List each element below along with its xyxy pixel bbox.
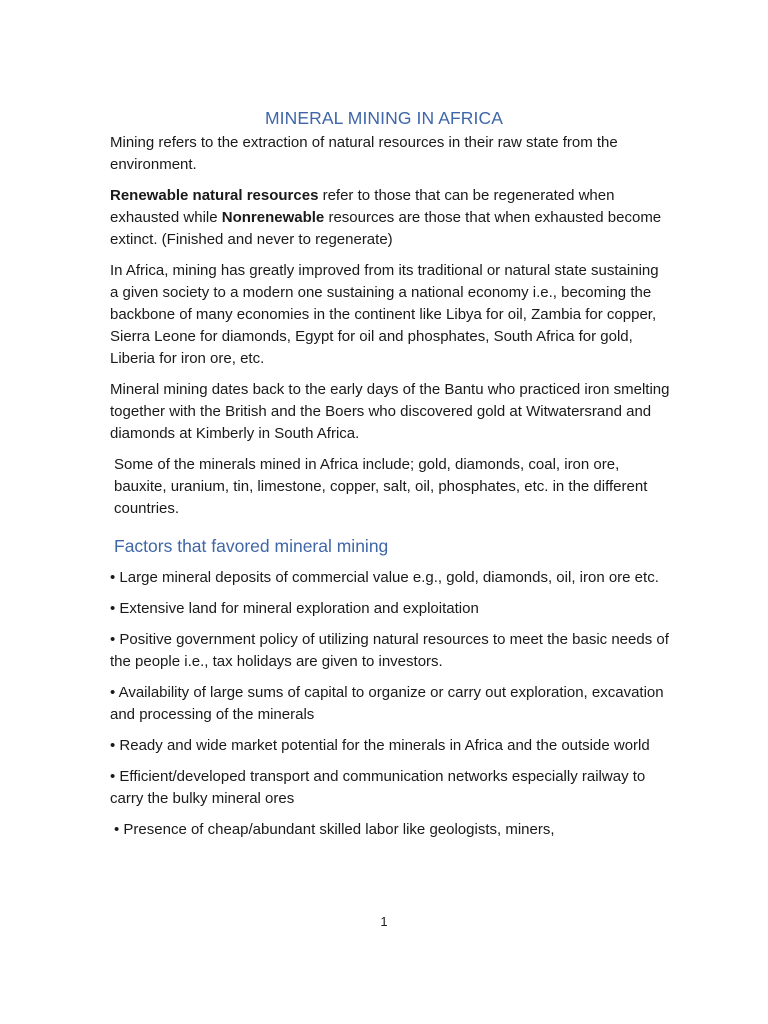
bullet-item: • Availability of large sums of capital to organize or carry out exploration, excavation and processing of the minerals bbox=[110, 684, 664, 723]
page-number: 1 bbox=[380, 914, 388, 929]
bullet-item: • Efficient/developed transport and communication networks especially railway to carry the bulky mineral ores bbox=[110, 768, 646, 807]
renewable-text-1: refer to those that can be regenerated when exhausted while bbox=[110, 187, 615, 226]
bullet-item: • Presence of cheap/abundant skilled labor like geologists, miners, bbox=[114, 821, 555, 838]
bullet-item: • Large mineral deposits of commercial value e.g., gold, diamonds, oil, iron ore etc. bbox=[110, 569, 659, 586]
resources-paragraph bbox=[110, 185, 670, 251]
renewable-term: Renewable natural resources bbox=[110, 187, 319, 204]
africa-paragraph: In Africa, mining has greatly improved from its traditional or natural state sustaining a given society to a modern one sustaining a national economy i.e., becoming the backbone of many economies in the continent like Libya for oil, Zambia for copper, Sierra Leone for diamonds, Egypt for oil and phosphates, South Africa for gold, Liberia for iron ore, etc. bbox=[110, 262, 659, 367]
intro-paragraph: Mining refers to the extraction of natural resources in their raw state from the environment. bbox=[110, 134, 618, 173]
renewable-text-2: resources are those that when exhausted become extinct. (Finished and never to regenerate) bbox=[110, 209, 662, 248]
bullet-item: • Extensive land for mineral exploration and exploitation bbox=[110, 600, 479, 617]
bullet-item: • Positive government policy of utilizing natural resources to meet the basic needs of the people i.e., tax holidays are given to investors. bbox=[110, 631, 669, 670]
minerals-paragraph: Some of the minerals mined in Africa include; gold, diamonds, coal, iron ore, bauxite, uranium, tin, limestone, copper, salt, oil, phosphates, etc. in the different countries. bbox=[114, 456, 648, 517]
document-title: MINERAL MINING IN AFRICA bbox=[264, 108, 504, 128]
bullet-item: • Ready and wide market potential for the minerals in Africa and the outside world bbox=[110, 737, 650, 754]
document-body bbox=[110, 132, 670, 850]
history-paragraph: Mineral mining dates back to the early days of the Bantu who practiced iron smelting together with the British and the Boers who discovered gold at Witwatersrand and diamonds at Kimberly in South Africa. bbox=[110, 381, 670, 442]
nonrenewable-term: Nonrenewable bbox=[221, 209, 325, 226]
section-heading: Factors that favored mineral mining bbox=[114, 536, 389, 556]
